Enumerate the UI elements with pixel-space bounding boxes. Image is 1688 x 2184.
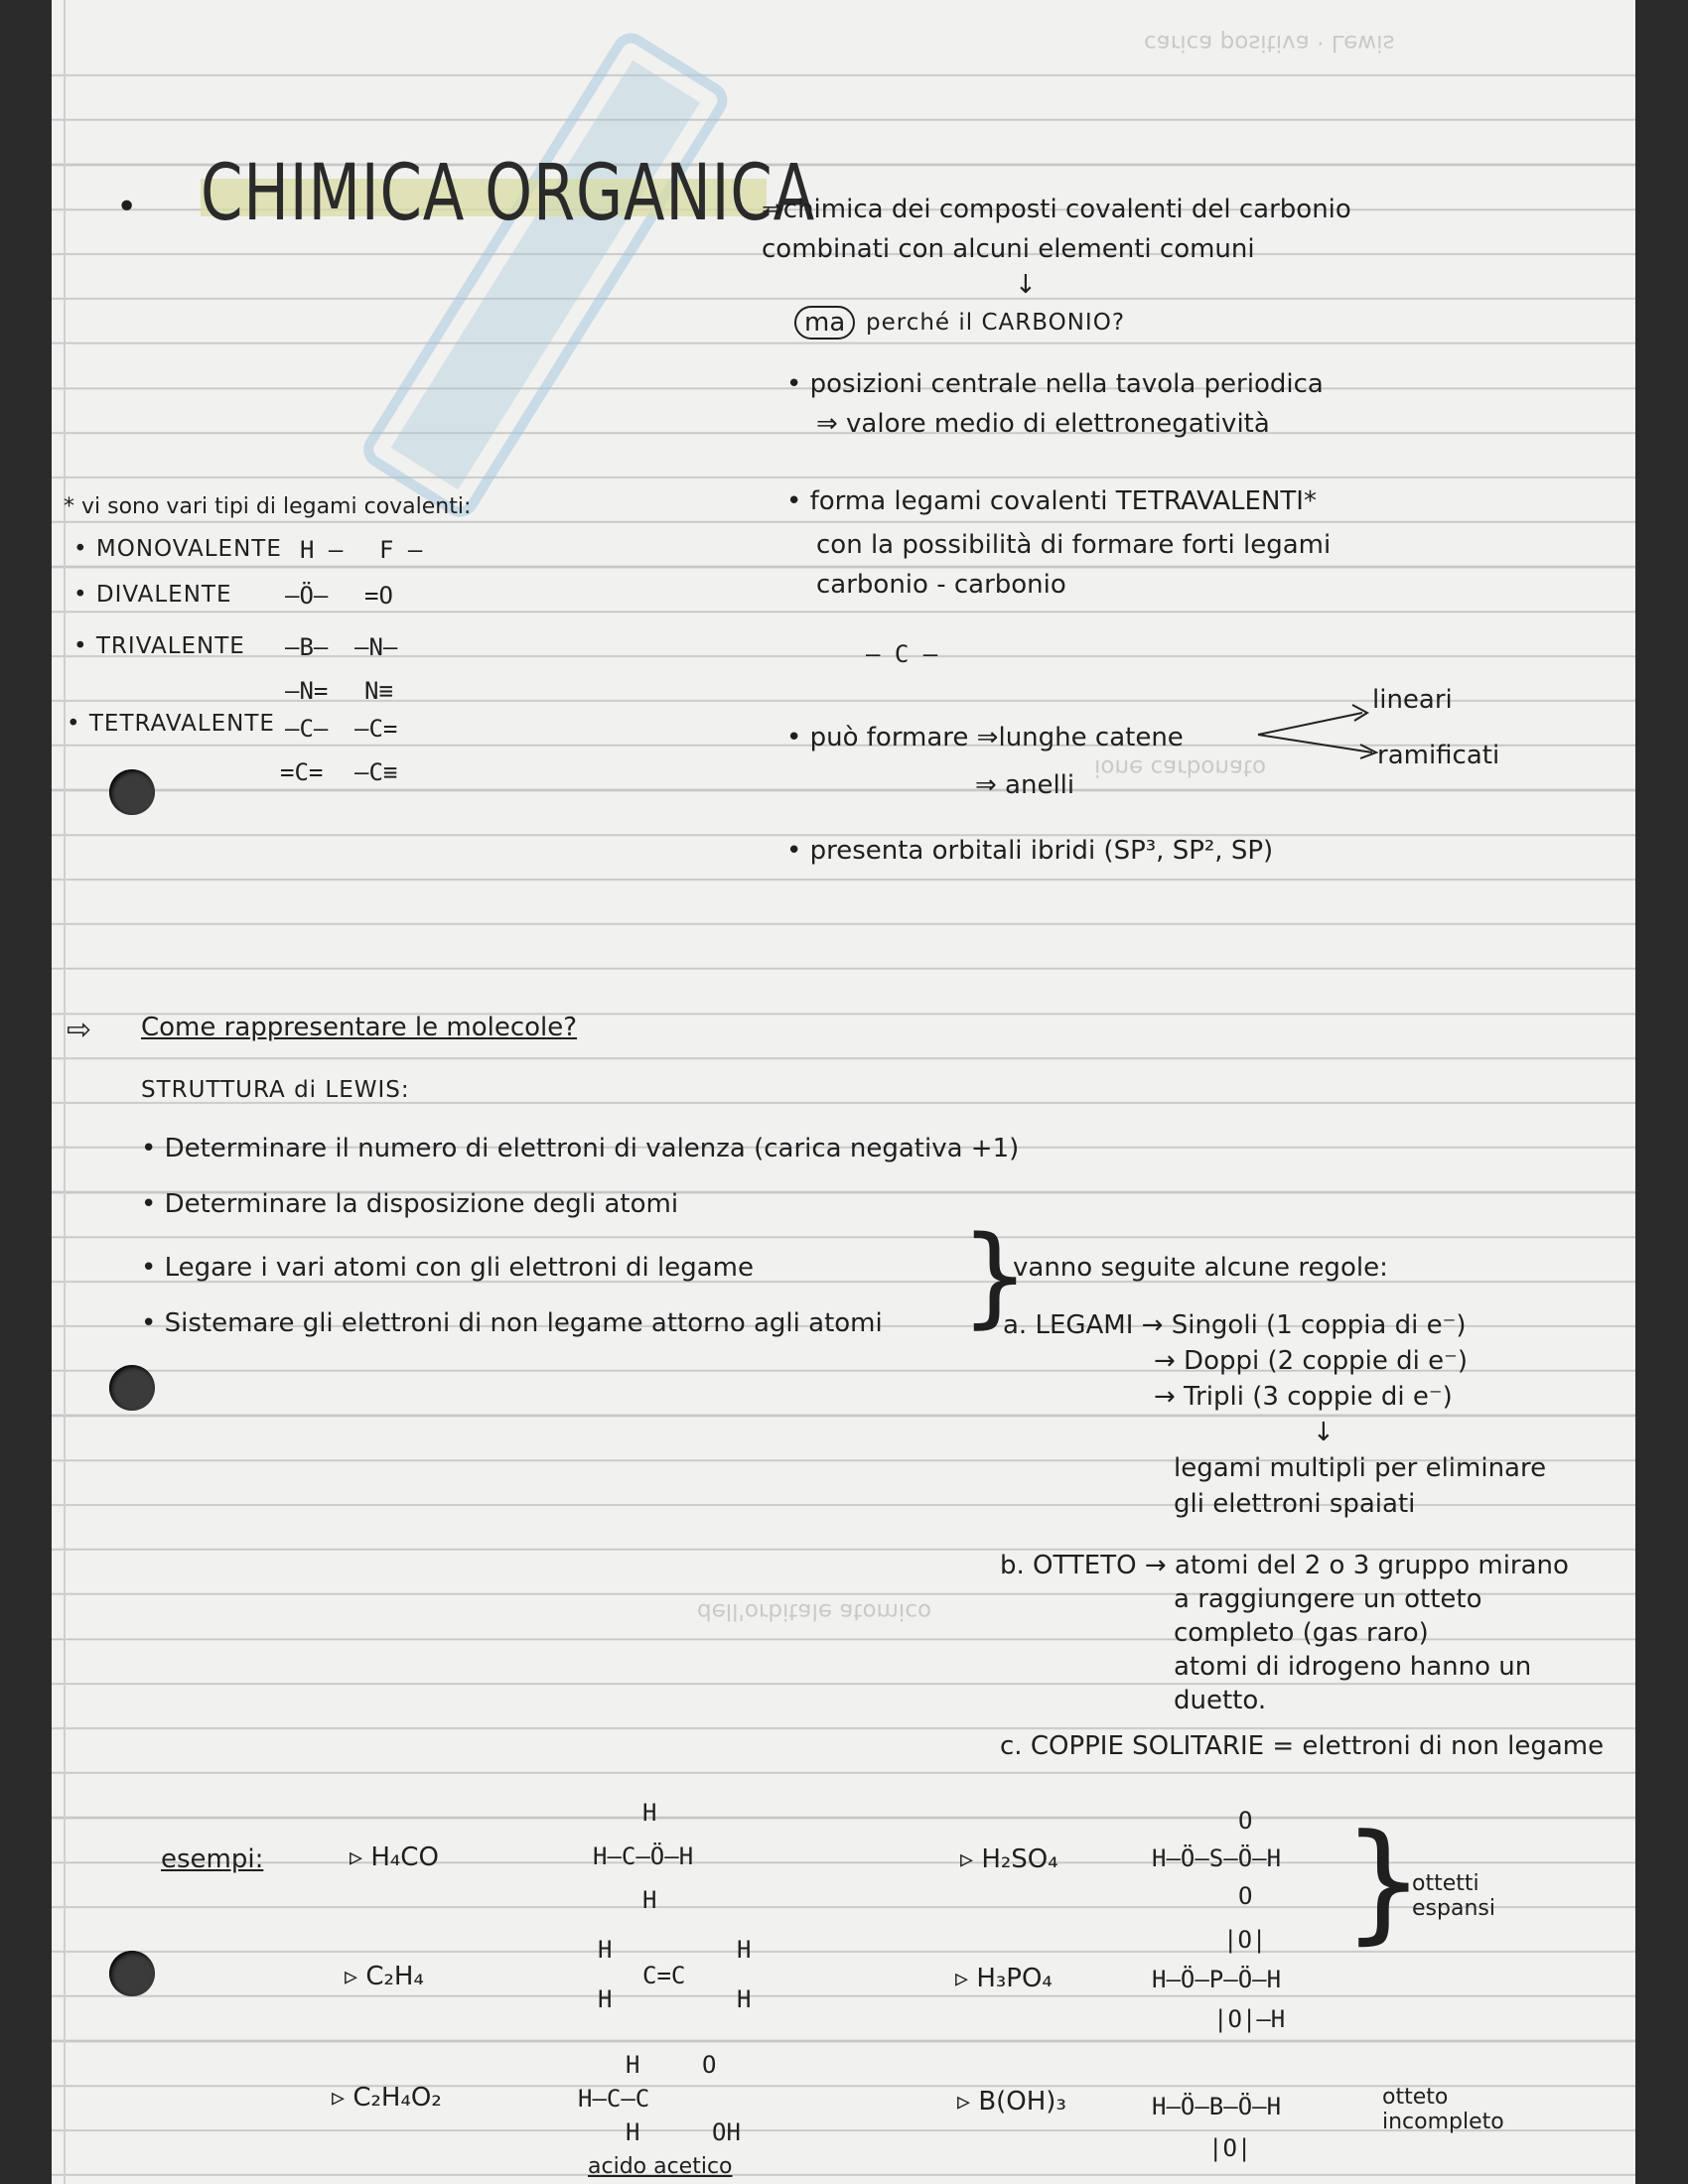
bond-example: =O <box>364 582 393 610</box>
carbon-structure: – C – <box>866 640 938 668</box>
page-title: CHIMICA ORGANICA <box>201 149 816 238</box>
structure-atom: O <box>1238 1882 1253 1910</box>
rule-line: a. LEGAMI → Singoli (1 coppia di e⁻) <box>1003 1310 1467 1340</box>
structure-h3po4: H–Ö–P–Ö–H <box>1152 1966 1282 1993</box>
bond-example: –C= <box>354 715 398 743</box>
lewis-step: • Determinare il numero di elettroni di valenza (carica negativa +1) <box>141 1134 1020 1163</box>
lewis-heading: STRUTTURA di LEWIS: <box>141 1077 410 1103</box>
bond-example: F – <box>379 536 423 564</box>
rule-line: duetto. <box>1174 1686 1267 1715</box>
structure-b-oh3: H–Ö–B–Ö–H <box>1152 2093 1282 2120</box>
acetic-acid-caption: acido acetico <box>588 2154 733 2179</box>
bleed-through-text: ione carbonato <box>1094 754 1267 780</box>
carbon-point: • forma legami covalenti TETRAVALENTI* <box>786 486 1317 516</box>
bond-example: N≡ <box>364 677 393 705</box>
bond-example: –N= <box>285 677 329 705</box>
note-incomplete-octet: otteto incompleto <box>1382 2085 1504 2134</box>
expanded-octet-brace: } <box>1342 1806 1425 1957</box>
structure-atom: O <box>702 2051 717 2079</box>
structure-atom: H <box>626 2051 640 2079</box>
notebook-page <box>52 0 1635 2184</box>
bond-example: –B– <box>285 633 329 661</box>
example-formula: ▹ H₄CO <box>350 1843 439 1872</box>
examples-label: esempi: <box>161 1844 264 1874</box>
example-formula: ▹ H₂SO₄ <box>960 1844 1058 1874</box>
bond-types-intro: * vi sono vari tipi di legami covalenti: <box>64 494 472 519</box>
binder-hole <box>109 1365 155 1411</box>
carbon-point: carbonio - carbonio <box>816 570 1066 600</box>
bleed-through-text: carica positiva · Lewis <box>1144 30 1395 56</box>
rules-intro: vanno seguite alcune regole: <box>1013 1253 1388 1283</box>
example-formula: ▹ C₂H₄ <box>345 1962 424 1991</box>
watermark-logo <box>308 0 809 573</box>
structure-h2so4: H–Ö–S–Ö–H <box>1152 1844 1282 1872</box>
rule-line: a raggiungere un otteto <box>1174 1584 1482 1614</box>
bond-example: –C– <box>285 715 329 743</box>
definition-line: combinati con alcuni elementi comuni <box>762 234 1255 264</box>
why-circled <box>794 308 855 338</box>
structure-h4co: H–C–Ö–H <box>593 1843 694 1870</box>
lewis-step: • Legare i vari atomi con gli elettroni di legame <box>141 1253 755 1283</box>
structure-atom: H <box>626 2118 640 2146</box>
example-formula: ▹ C₂H₄O₂ <box>332 2083 442 2113</box>
title-bullet: • <box>116 187 138 227</box>
lewis-question: Come rappresentare le molecole? <box>141 1013 578 1042</box>
bond-example: –N– <box>354 633 398 661</box>
down-arrow: ↓ <box>1015 270 1037 300</box>
bond-type-label: • MONOVALENTE <box>73 536 282 562</box>
structure-atom: H <box>737 1936 752 1964</box>
structure-atom: OH <box>712 2118 741 2146</box>
definition-line: ⇒chimica dei composti covalenti del carbonio <box>762 195 1351 224</box>
rule-line: c. COPPIE SOLITARIE = elettroni di non legame <box>1000 1731 1605 1761</box>
rule-line: b. OTTETO → atomi del 2 o 3 gruppo mirano <box>1000 1551 1569 1580</box>
rules-brace: } <box>960 1212 1030 1339</box>
branch-arrows <box>1253 695 1382 764</box>
bond-example: H – <box>300 536 344 564</box>
note-expanded-octet: ottetti espansi <box>1412 1871 1495 1921</box>
structure-acetic: H–C–C <box>578 2085 650 2113</box>
carbon-point: con la possibilità di formare forti legami <box>816 530 1332 560</box>
circled-word: ma <box>794 306 855 340</box>
structure-atom: O <box>1238 1807 1253 1835</box>
structure-atom: H <box>642 1799 657 1827</box>
chain-type: ramificati <box>1377 741 1500 770</box>
carbon-point: • posizioni centrale nella tavola periodica <box>786 369 1324 399</box>
rule-line: completo (gas raro) <box>1174 1618 1429 1648</box>
carbon-point: • presenta orbitali ibridi (SP³, SP², SP) <box>786 836 1274 866</box>
chain-type: lineari <box>1372 685 1453 715</box>
bond-example: –Ö– <box>285 582 329 610</box>
margin-line <box>64 0 66 2184</box>
bond-type-label: • TRIVALENTE <box>73 633 245 659</box>
bond-type-label: • TETRAVALENTE <box>67 711 275 737</box>
why-question: perché il CARBONIO? <box>866 310 1126 336</box>
carbon-point: ⇒ valore medio di elettronegatività <box>816 409 1270 439</box>
lewis-step: • Sistemare gli elettroni di non legame attorno agli atomi <box>141 1308 883 1338</box>
bleed-through-text: dell'orbitale atomico <box>697 1598 932 1624</box>
lewis-step: • Determinare la disposizione degli atomi <box>141 1189 679 1219</box>
rule-line: ↓ <box>1313 1418 1335 1447</box>
structure-atom: H <box>737 1985 752 2013</box>
structure-atom: |O|–H <box>1213 2005 1286 2033</box>
rule-line: → Tripli (3 coppie di e⁻) <box>1154 1382 1453 1412</box>
structure-atom: |O| <box>1208 2134 1252 2162</box>
example-formula: ▹ H₃PO₄ <box>955 1964 1053 1993</box>
rule-line: legami multipli per eliminare <box>1174 1453 1547 1483</box>
carbon-point: • può formare ⇒lunghe catene <box>786 723 1184 752</box>
binder-hole <box>109 1951 155 1996</box>
structure-c2h4: C=C <box>642 1962 686 1989</box>
structure-atom: H <box>598 1936 613 1964</box>
rule-line: → Doppi (2 coppie di e⁻) <box>1154 1346 1468 1376</box>
lewis-arrow: ⇨ <box>67 1013 92 1047</box>
example-formula: ▹ B(OH)₃ <box>957 2087 1066 2116</box>
bond-example: –C≡ <box>354 758 398 786</box>
bond-type-label: • DIVALENTE <box>73 582 232 608</box>
carbon-point: ⇒ anelli <box>975 770 1075 800</box>
structure-atom: H <box>642 1886 657 1914</box>
structure-atom: |O| <box>1223 1926 1267 1954</box>
rule-line: atomi di idrogeno hanno un <box>1174 1652 1532 1682</box>
rule-line: gli elettroni spaiati <box>1174 1489 1416 1519</box>
structure-atom: H <box>598 1985 613 2013</box>
binder-hole <box>109 769 155 815</box>
bond-example: =C= <box>280 758 324 786</box>
